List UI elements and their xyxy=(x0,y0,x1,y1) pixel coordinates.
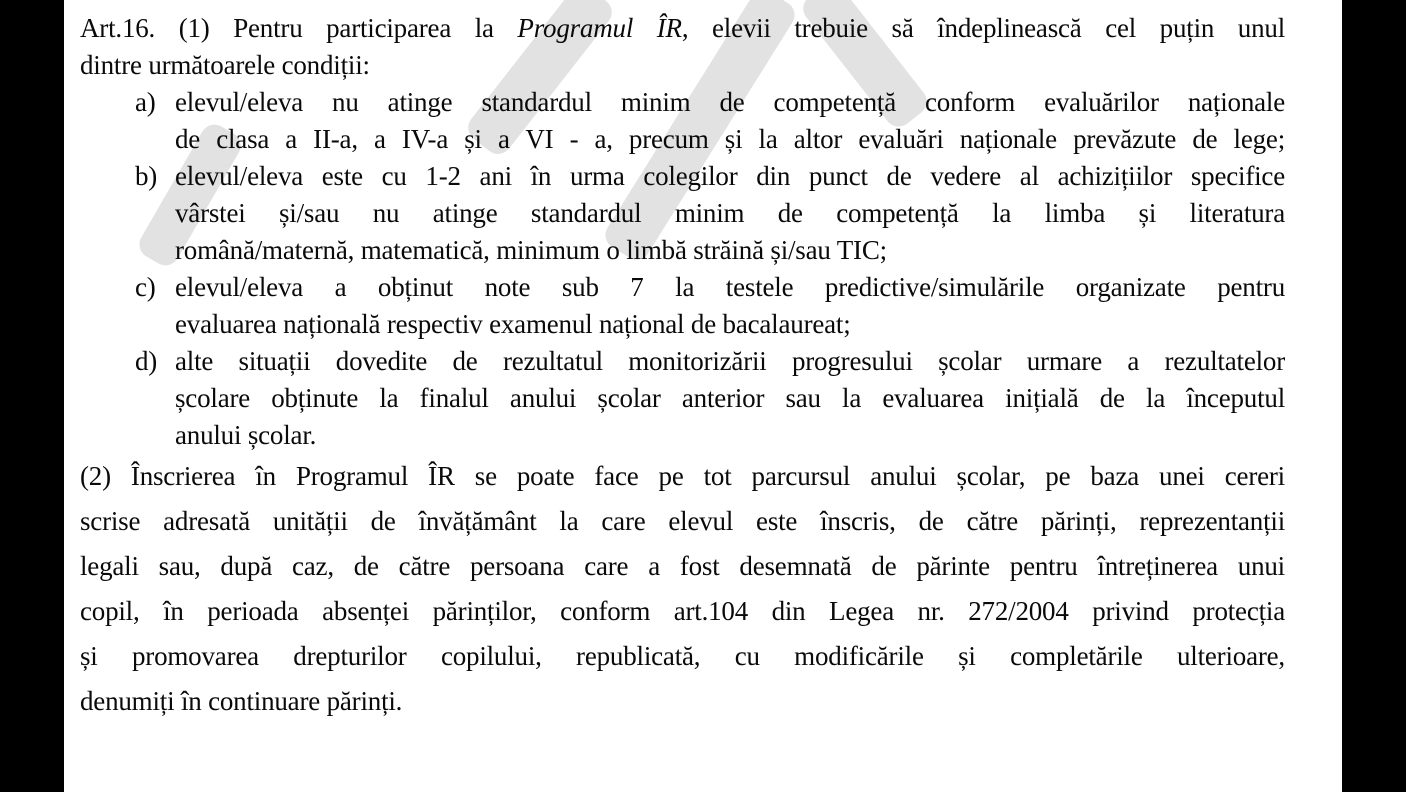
text-line: copil, în perioada absenței părinților, conform art.104 din Legea nr. 272/2004 privind protecția xyxy=(80,596,1285,626)
list-item-marker: a) xyxy=(135,87,156,117)
text-line: (2) Înscrierea în Programul ÎR se poate face pe tot parcursul anului școlar, pe baza unei cereri xyxy=(80,461,1285,491)
text-line: evaluarea națională respectiv examenul național de bacalaureat; xyxy=(175,309,851,339)
program-name-italic: Programul ÎR xyxy=(517,13,682,43)
list-item-b xyxy=(80,158,1285,269)
list-item-marker: d) xyxy=(135,346,158,376)
list-item-text xyxy=(175,84,1285,158)
article-paragraph-1 xyxy=(80,10,1285,84)
text-line: scrise adresată unității de învățământ la care elevul este înscris, de către părinți, reprezentanții xyxy=(80,506,1285,536)
text-line: și promovarea drepturilor copilului, republicată, cu modificările și completările ulterioare, xyxy=(80,641,1285,671)
text-line: elevul/eleva este cu 1-2 ani în urma colegilor din punct de vedere al achizițiilor specifice xyxy=(175,161,1285,191)
text-line: română/maternă, matematică, minimum o limbă străină și/sau TIC; xyxy=(175,235,887,265)
list-item-a xyxy=(80,84,1285,158)
list-item-marker: c) xyxy=(135,272,156,302)
paragraph-1-prefix: Art.16. (1) Pentru participarea la xyxy=(80,13,518,43)
article-paragraph-2 xyxy=(80,454,1285,724)
text-line: alte situații dovedite de rezultatul monitorizării progresului școlar urmare a rezultatelor xyxy=(175,346,1285,376)
text-line: elevul/eleva nu atinge standardul minim de competență conform evaluărilor naționale xyxy=(175,87,1285,117)
text-line xyxy=(80,10,1285,47)
article-16-text xyxy=(64,0,1342,724)
list-item-text xyxy=(175,343,1285,454)
list-item-d xyxy=(80,343,1285,454)
list-item-text xyxy=(175,158,1285,269)
text-line: anului școlar. xyxy=(175,420,317,450)
list-item-marker: b) xyxy=(135,161,158,191)
text-line: școlare obținute la finalul anului școlar anterior sau la evaluarea inițială de la începutul xyxy=(175,383,1285,413)
text-line: legali sau, după caz, de către persoana care a fost desemnată de părinte pentru întreținerea unui xyxy=(80,551,1285,581)
text-line: elevul/eleva a obținut note sub 7 la testele predictive/simulările organizate pentru xyxy=(175,272,1285,302)
text-line: denumiți în continuare părinți. xyxy=(80,686,403,716)
document-page xyxy=(64,0,1342,792)
list-item-text xyxy=(175,269,1285,343)
text-line: de clasa a II-a, a IV-a și a VI - a, precum și la altor evaluări naționale prevăzute de lege; xyxy=(175,124,1285,154)
text-line: dintre următoarele condiții: xyxy=(80,50,370,80)
condition-list xyxy=(80,84,1285,454)
paragraph-1-suffix: , elevii trebuie să îndeplinească cel puțin unul xyxy=(681,13,1285,43)
list-item-c xyxy=(80,269,1285,343)
text-line: vârstei și/sau nu atinge standardul minim de competență la limba și literatura xyxy=(175,198,1285,228)
